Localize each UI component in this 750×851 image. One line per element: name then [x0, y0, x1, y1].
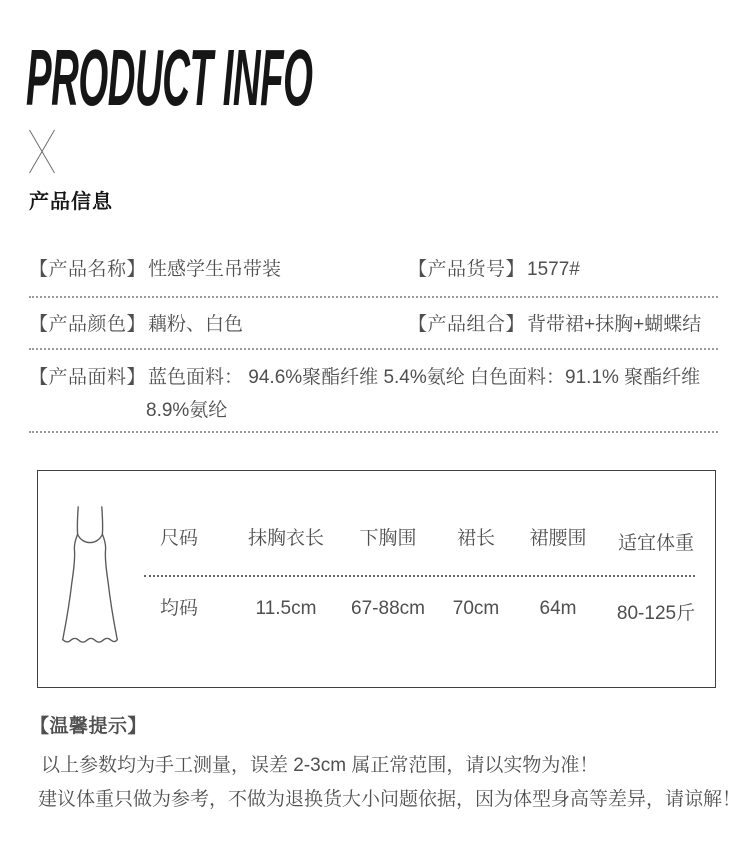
dress-illustration-icon [59, 505, 121, 649]
info-pair-fabric [29, 367, 700, 389]
info-row [0, 259, 750, 283]
info-label: 【产品货号】 [408, 259, 526, 280]
info-label: 【产品颜色】 [29, 314, 147, 335]
info-pair-combo [408, 314, 701, 336]
dotted-divider [29, 296, 718, 298]
x-mark-icon [28, 129, 56, 174]
dotted-divider [29, 348, 718, 350]
size-table-value-row [138, 598, 698, 622]
info-value: 藕粉、白色 [148, 314, 244, 335]
info-value: 蓝色面料： 94.6%聚酯纤维 5.4%氨纶 白色面料：91.1% 聚酯纤维 [148, 367, 701, 388]
size-col-header: 裙长 [456, 528, 496, 549]
info-value: 8.9%氨纶 [146, 400, 228, 421]
size-table-header-row [138, 528, 698, 552]
size-value: 70cm [452, 598, 500, 619]
info-value: 性感学生吊带装 [148, 259, 282, 280]
size-value: 均码 [159, 598, 199, 619]
size-col-header: 裙腰围 [529, 528, 587, 549]
info-label: 【产品名称】 [29, 259, 147, 280]
page-title: PRODUCT INFO [26, 33, 313, 122]
size-table-divider [144, 575, 695, 577]
info-pair-fabric-cont [144, 400, 227, 422]
info-value: 1577# [527, 259, 580, 280]
size-value: 80-125斤 [616, 603, 696, 624]
size-col-header: 适宜体重 [617, 533, 695, 554]
info-row [0, 400, 750, 424]
dotted-divider [29, 431, 718, 433]
info-pair-name [29, 259, 281, 281]
section-title: 产品信息 [29, 191, 113, 213]
info-value: 背带裙+抹胸+蝴蝶结 [527, 314, 702, 335]
size-col-header: 下胸围 [359, 528, 417, 549]
info-row [0, 367, 750, 391]
info-pair-item-number [408, 259, 580, 281]
size-chart [37, 470, 716, 688]
info-label: 【产品面料】 [29, 367, 147, 388]
size-col-header: 尺码 [159, 528, 199, 549]
info-pair-color [29, 314, 243, 336]
info-row [0, 314, 750, 338]
size-value: 64m [539, 598, 577, 619]
size-value: 11.5cm [255, 598, 317, 619]
size-col-header: 抹胸衣长 [247, 528, 325, 549]
tip-line: 以上参数均为手工测量，误差 2-3cm 属正常范围，请以实物为准！ [41, 755, 599, 776]
tip-line: 建议体重只做为参考，不做为退换货大小问题依据，因为体型身高等差异，请谅解！ [38, 789, 742, 810]
tips-heading: 【温馨提示】 [30, 716, 148, 737]
size-value: 67-88cm [351, 598, 425, 619]
info-label: 【产品组合】 [408, 314, 526, 335]
